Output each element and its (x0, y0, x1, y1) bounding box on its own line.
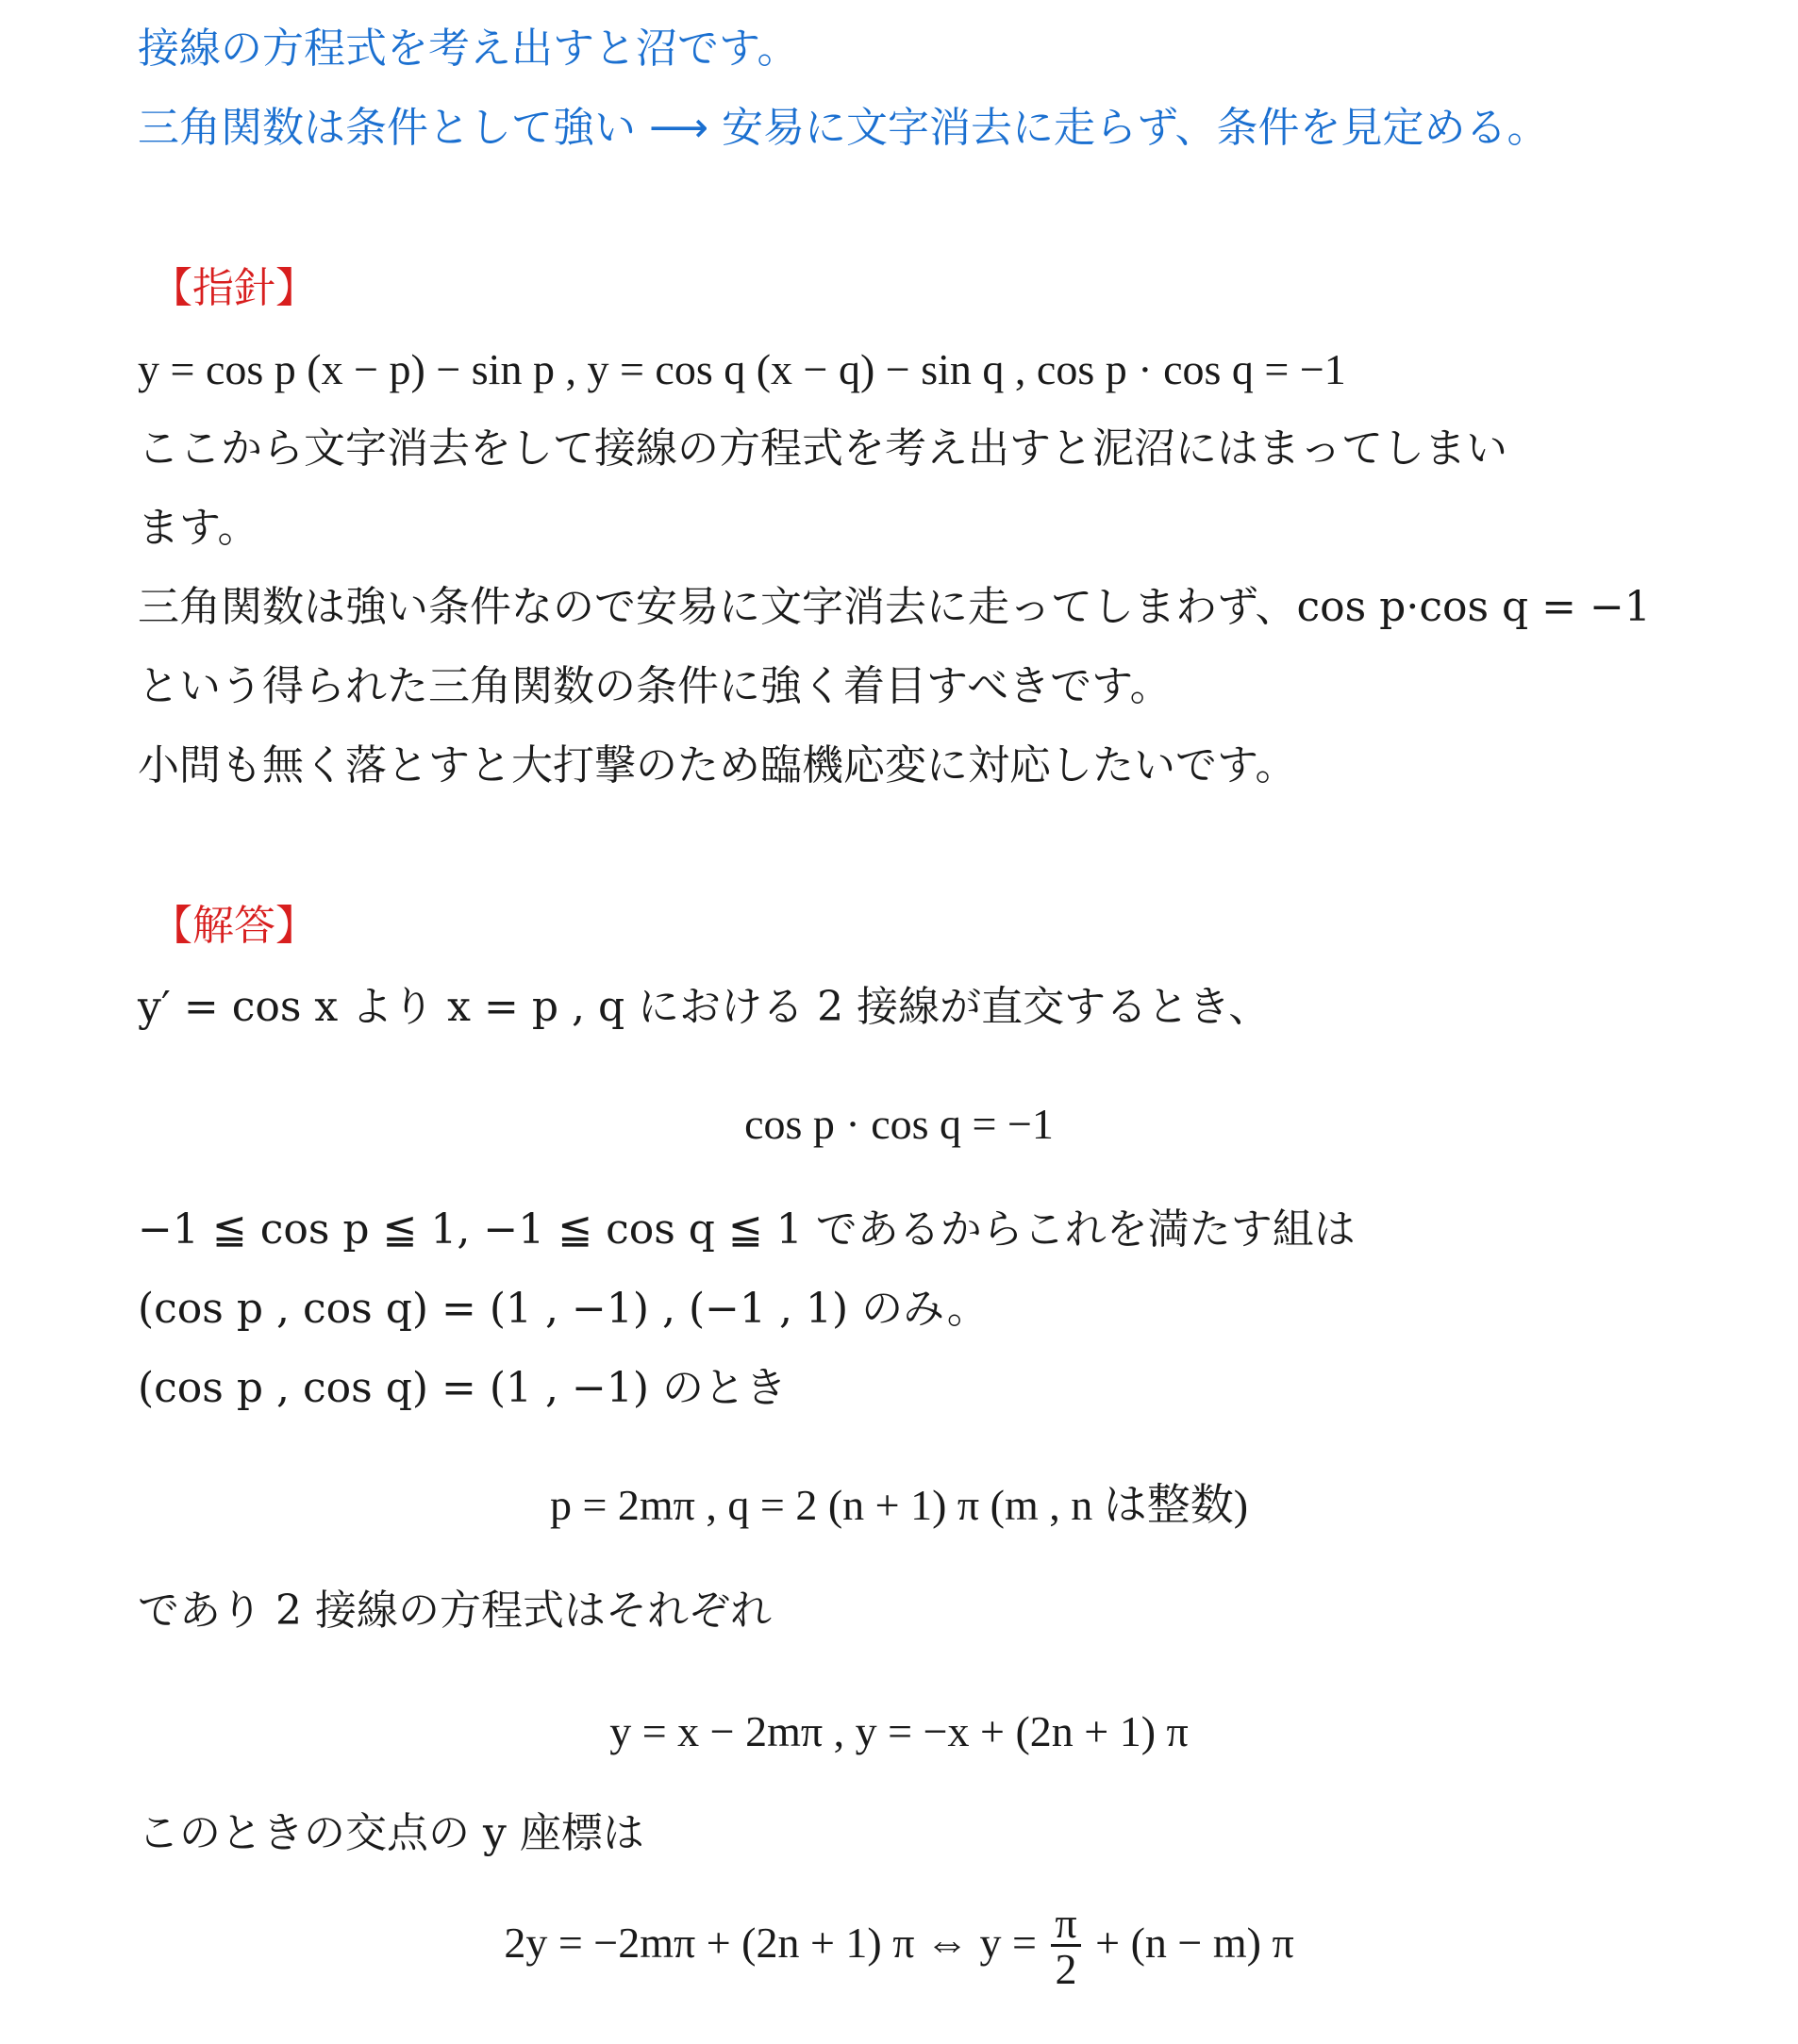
answer-line-6: このときの交点の y 座標は (138, 1809, 644, 1857)
header-line-2: 三角関数は条件として強い ⟶ 安易に文字消去に走らず、条件を見定める。 (138, 104, 1549, 152)
answer-line-2: −1 ≦ cos p ≦ 1, −1 ≦ cos q ≦ 1 であるからこれを満たす組は (138, 1205, 1356, 1254)
answer-line-4: (cos p , cos q) = (1 , −1) のとき (138, 1364, 787, 1412)
equation-3: y = x − 2mπ , y = −x + (2n + 1) π (609, 1707, 1189, 1755)
equation-4-left: 2y = −2mπ + (2n + 1) π ⇔ y = (504, 1919, 1037, 1967)
hint-text-2: ます。 (138, 504, 259, 552)
hint-text-1: ここから文字消去をして接線の方程式を考え出すと泥沼にはまってしまい (138, 424, 1507, 473)
equation-4-right: + (n − m) π (1095, 1919, 1294, 1967)
fraction-denominator: 2 (1055, 1944, 1077, 1993)
hint-text-4: という得られた三角関数の条件に強く着目すべきです。 (138, 662, 1172, 710)
answer-heading: 【解答】 (151, 902, 317, 950)
equation-1: cos p · cos q = −1 (744, 1100, 1054, 1148)
fraction-pi-over-2 (1051, 1898, 1080, 1993)
equation-4 (0, 1896, 1798, 1992)
hint-text-3: 三角関数は強い条件なので安易に文字消去に走ってしまわず、cos p·cos q = −1 (138, 583, 1651, 631)
hint-text-5: 小問も無く落とすと大打撃のため臨機応変に対応したいです。 (138, 741, 1297, 789)
fraction-numerator: π (1051, 1903, 1080, 1947)
hint-formula: y = cos p (x − p) − sin p , y = cos q (x − q) − sin q , cos p · cos q = −1 (138, 345, 1346, 393)
header-line-1: 接線の方程式を考え出すと沼です。 (138, 25, 799, 73)
answer-line-1: y′ = cos x より x = p , q における 2 接線が直交するとき、 (138, 983, 1271, 1031)
answer-line-5: であり 2 接線の方程式はそれぞれ (138, 1587, 772, 1635)
answer-line-3: (cos p , cos q) = (1 , −1) , (−1 , 1) のみ。 (138, 1285, 989, 1333)
equation-2: p = 2mπ , q = 2 (n + 1) π (m , n は整数) (549, 1481, 1249, 1529)
hint-heading: 【指針】 (151, 264, 317, 312)
